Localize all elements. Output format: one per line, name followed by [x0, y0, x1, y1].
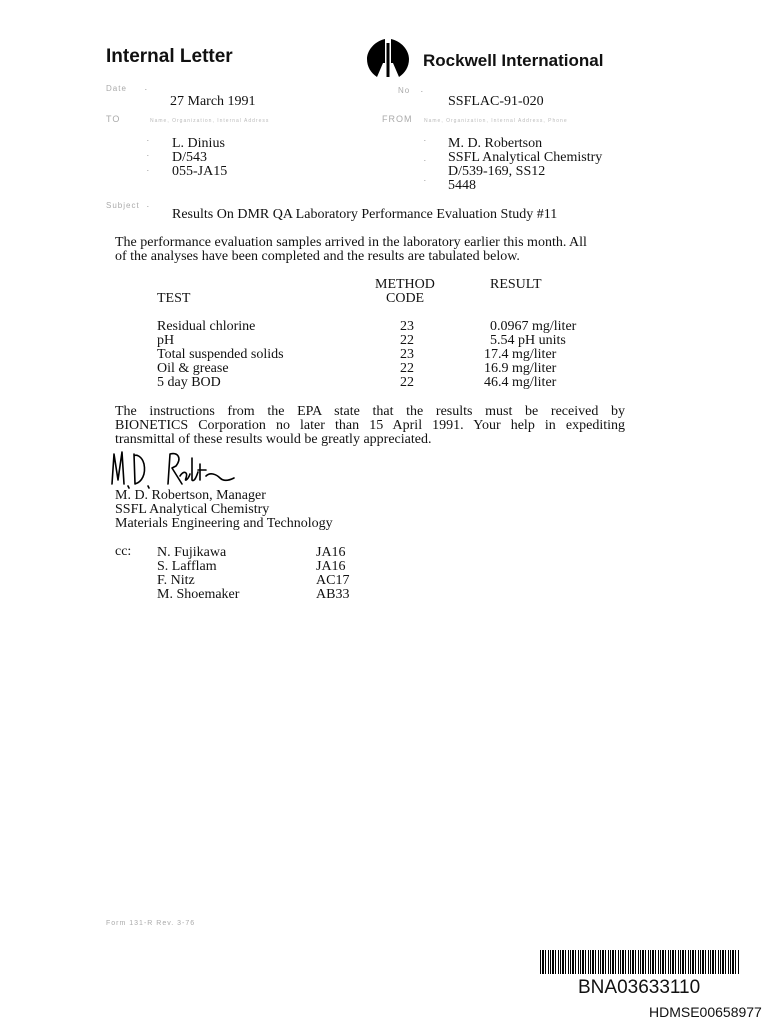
document-id: HDMSE00658977 — [649, 1004, 762, 1020]
signature-division: Materials Engineering and Technology — [115, 516, 333, 531]
table-cell-code: 23 — [400, 319, 414, 334]
to-name: L. Dinius — [172, 136, 225, 151]
from-hint: Name, Organization, Internal Address, Phone — [424, 118, 568, 124]
letter-title: Internal Letter — [106, 46, 233, 67]
bullet: . — [147, 150, 149, 158]
signature-dept: SSFL Analytical Chemistry — [115, 502, 270, 517]
table-cell-result: 46.4 mg/liter — [484, 375, 557, 390]
table-cell-code: 22 — [400, 361, 414, 376]
signature-name: M. D. Robertson, Manager — [115, 488, 266, 503]
table-row — [157, 334, 597, 348]
table-row — [157, 376, 597, 390]
date-value: 27 March 1991 — [170, 94, 256, 109]
cc-label: cc: — [115, 544, 132, 559]
cc-name: F. Nitz — [157, 573, 195, 588]
table-cell-result: 16.9 mg/liter — [484, 361, 557, 376]
to-dept: D/543 — [172, 150, 207, 165]
closing-line-2: BIONETICS Corporation no later than 15 April 1991. Your help in expediting — [115, 418, 625, 433]
from-label: FROM — [382, 114, 413, 124]
table-row — [157, 362, 597, 376]
rockwell-logo-icon — [363, 37, 413, 81]
handwritten-signature-icon — [108, 444, 238, 490]
closing-line-1: The instructions from the EPA state that the results must be received by — [115, 404, 625, 419]
from-name: M. D. Robertson — [448, 136, 543, 151]
table-cell-test: Oil & grease — [157, 361, 229, 376]
number-label: No — [398, 86, 411, 95]
table-head-test: TEST — [157, 291, 191, 306]
to-hint: Name, Organization, Internal Address — [150, 118, 270, 124]
to-label: TO — [106, 114, 121, 124]
company-name: Rockwell International — [423, 51, 604, 70]
bullet: . — [424, 175, 426, 183]
date-label: Date — [106, 84, 127, 93]
intro-line-2: of the analyses have been completed and the results are tabulated below. — [115, 249, 520, 264]
subject-label: Subject — [106, 201, 140, 210]
table-cell-test: 5 day BOD — [157, 375, 221, 390]
barcode-icon — [540, 950, 740, 974]
from-phone: 5448 — [448, 178, 476, 193]
table-cell-code: 22 — [400, 333, 414, 348]
bullet: . — [424, 135, 426, 143]
from-dept: SSFL Analytical Chemistry — [448, 150, 603, 165]
table-cell-code: 22 — [400, 375, 414, 390]
bullet: . — [424, 155, 426, 163]
from-address: D/539-169, SS12 — [448, 164, 546, 179]
table-cell-test: pH — [157, 333, 175, 348]
table-row — [157, 320, 597, 334]
cc-code: JA16 — [316, 545, 346, 560]
cc-code: AC17 — [316, 573, 350, 588]
form-number: Form 131-R Rev. 3-76 — [106, 920, 196, 927]
table-cell-code: 23 — [400, 347, 414, 362]
to-address: 055-JA15 — [172, 164, 228, 179]
subject-line: Results On DMR QA Laboratory Performance Evaluation Study #11 — [172, 207, 558, 222]
table-head-code: CODE — [386, 291, 425, 306]
table-cell-test: Residual chlorine — [157, 319, 256, 334]
barcode-text: BNA03633110 — [578, 977, 701, 998]
intro-line-1: The performance evaluation samples arrived in the laboratory earlier this month. All — [115, 235, 587, 250]
table-row — [157, 348, 597, 362]
bullet: . — [147, 165, 149, 173]
table-head-result: RESULT — [490, 277, 542, 292]
bullet: . — [145, 84, 147, 92]
cc-code: JA16 — [316, 559, 346, 574]
table-cell-result: 5.54 pH units — [490, 333, 566, 348]
cc-name: S. Lafflam — [157, 559, 217, 574]
reference-number: SSFLAC-91-020 — [448, 94, 544, 109]
cc-name: M. Shoemaker — [157, 587, 240, 602]
bullet: . — [147, 201, 149, 209]
bullet: . — [421, 86, 423, 94]
cc-name: N. Fujikawa — [157, 545, 227, 560]
bullet: . — [147, 135, 149, 143]
closing-line-3: transmittal of these results would be greatly appreciated. — [115, 432, 432, 447]
cc-code: AB33 — [316, 587, 350, 602]
table-cell-result: 0.0967 mg/liter — [490, 319, 577, 334]
table-cell-result: 17.4 mg/liter — [484, 347, 557, 362]
table-head-method: METHOD — [375, 277, 435, 292]
table-cell-test: Total suspended solids — [157, 347, 284, 362]
